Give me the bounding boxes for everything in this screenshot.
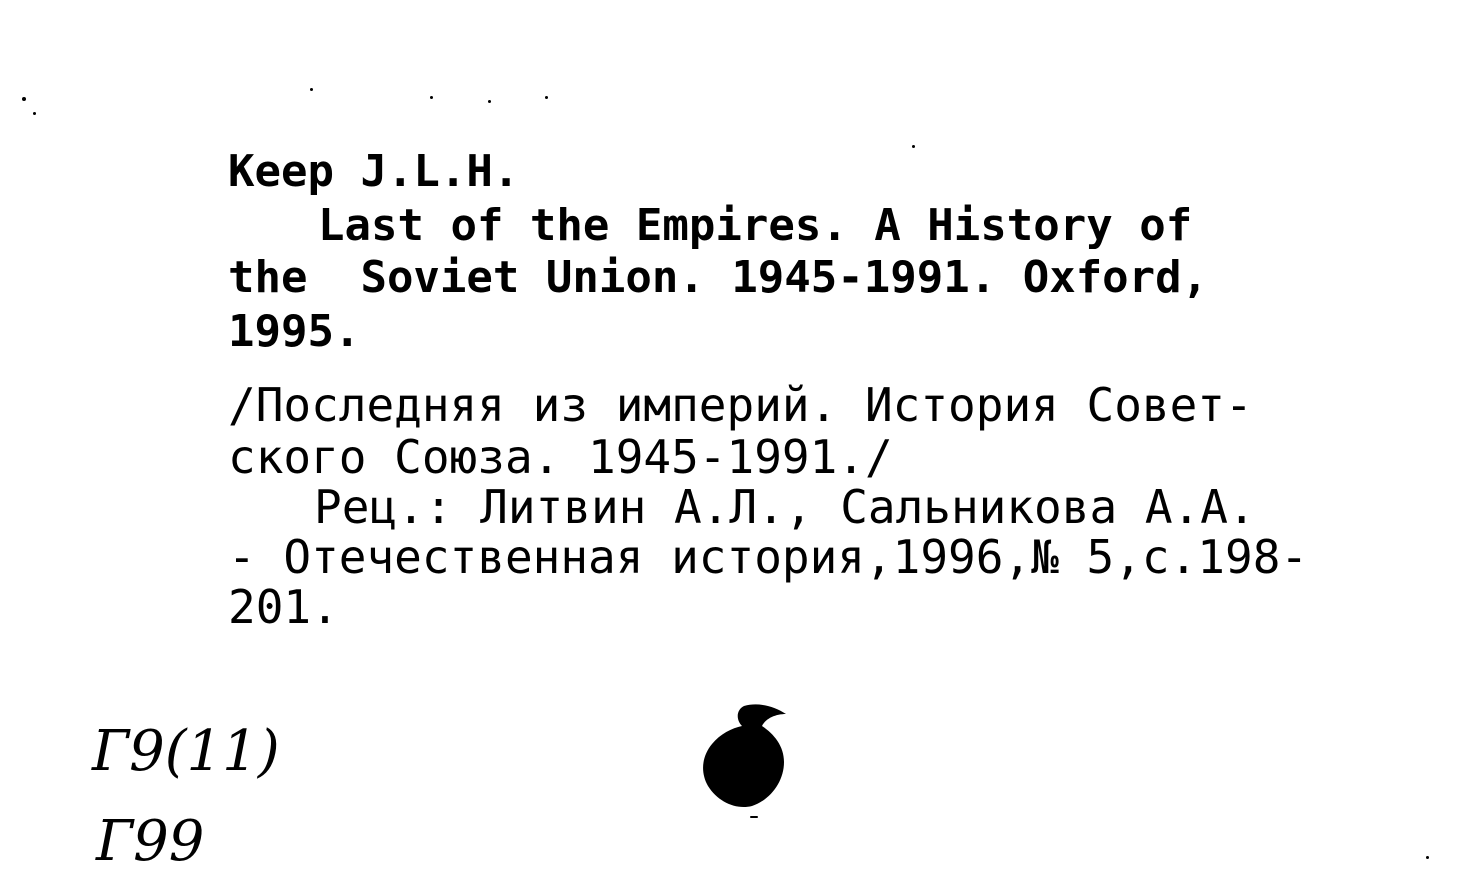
translation-line-2: ского Союза. 1945-1991./ — [228, 430, 893, 484]
translation-line-1: /Последняя из империй. История Совет- — [228, 378, 1253, 432]
ink-blot — [696, 700, 796, 815]
title-line-2: the Soviet Union. 1945-1991. Oxford, — [228, 252, 1209, 303]
review-line-1: Рец.: Литвин А.Л., Сальникова А.А. — [314, 480, 1256, 534]
speck — [545, 96, 548, 99]
speck — [310, 88, 313, 91]
shelf-mark-1: Г9(11) — [92, 719, 280, 784]
review-line-2: - Отечественная история,1996,№ 5,с.198- — [228, 530, 1309, 584]
speck — [1426, 856, 1429, 859]
speck — [912, 145, 915, 148]
speck — [22, 97, 26, 101]
title-line-3: 1995. — [228, 306, 361, 357]
speck — [33, 112, 36, 115]
shelf-mark-2: Г99 — [96, 809, 205, 874]
review-line-3: 201. — [228, 580, 339, 634]
speck — [430, 96, 433, 99]
speck — [488, 100, 491, 103]
title-line-1: Last of the Empires. A History of — [318, 200, 1193, 251]
author-line: Keep J.L.H. — [228, 146, 520, 197]
speck — [750, 816, 758, 818]
